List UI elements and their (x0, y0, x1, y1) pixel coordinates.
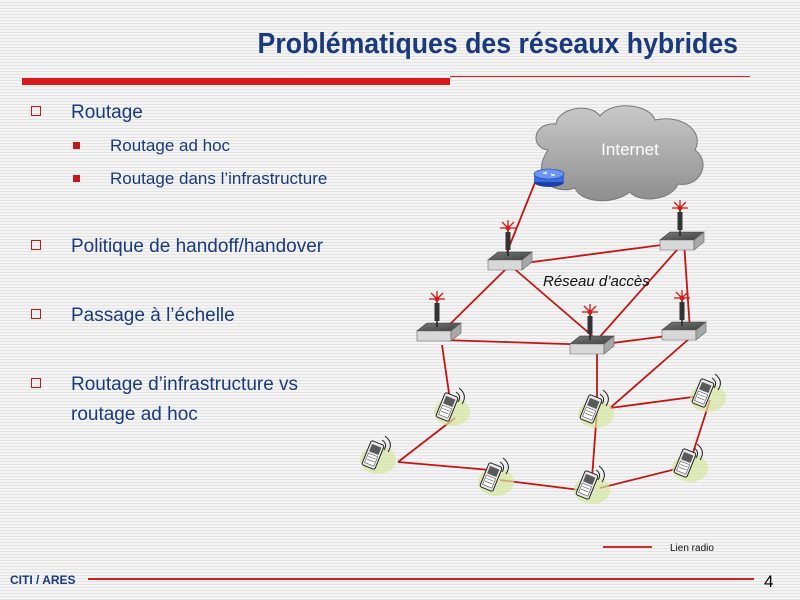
page-number: 4 (764, 572, 774, 591)
access-point-icon (417, 291, 461, 341)
bullet-handoff: Politique de handoff/handover (71, 236, 324, 257)
mobile-phone-icon (360, 436, 396, 474)
footer-organization: CITI / ARES (10, 573, 76, 587)
bullet-routage-infra-vs: Routage d’infrastructure vs (71, 374, 299, 395)
access-network-label: Réseau d’accès (543, 273, 650, 290)
bullet-passage-echelle: Passage à l’échelle (71, 305, 235, 326)
bullet-routage-ad-hoc-cont: routage ad hoc (71, 404, 198, 425)
mobile-phone-icon (690, 374, 726, 412)
mobile-phone-icon (578, 390, 614, 428)
legend-radio-label: Lien radio (670, 543, 714, 554)
access-point-icon (660, 200, 704, 250)
sub-bullet-routage-infrastructure: Routage dans l’infrastructure (110, 169, 328, 188)
access-point-icon (662, 290, 706, 340)
slide-title: Problématiques des réseaux hybrides (257, 28, 738, 60)
access-point-icon (488, 220, 532, 270)
footer-divider (88, 578, 754, 580)
internet-label: Internet (601, 140, 659, 159)
mobile-phone-icon (434, 388, 470, 426)
sub-bullet-routage-ad-hoc: Routage ad hoc (110, 136, 231, 155)
bullet-routage: Routage (71, 102, 143, 123)
router-icon (534, 169, 564, 187)
mobile-phone-icon (478, 458, 514, 496)
mobile-phone-icon (672, 444, 708, 482)
